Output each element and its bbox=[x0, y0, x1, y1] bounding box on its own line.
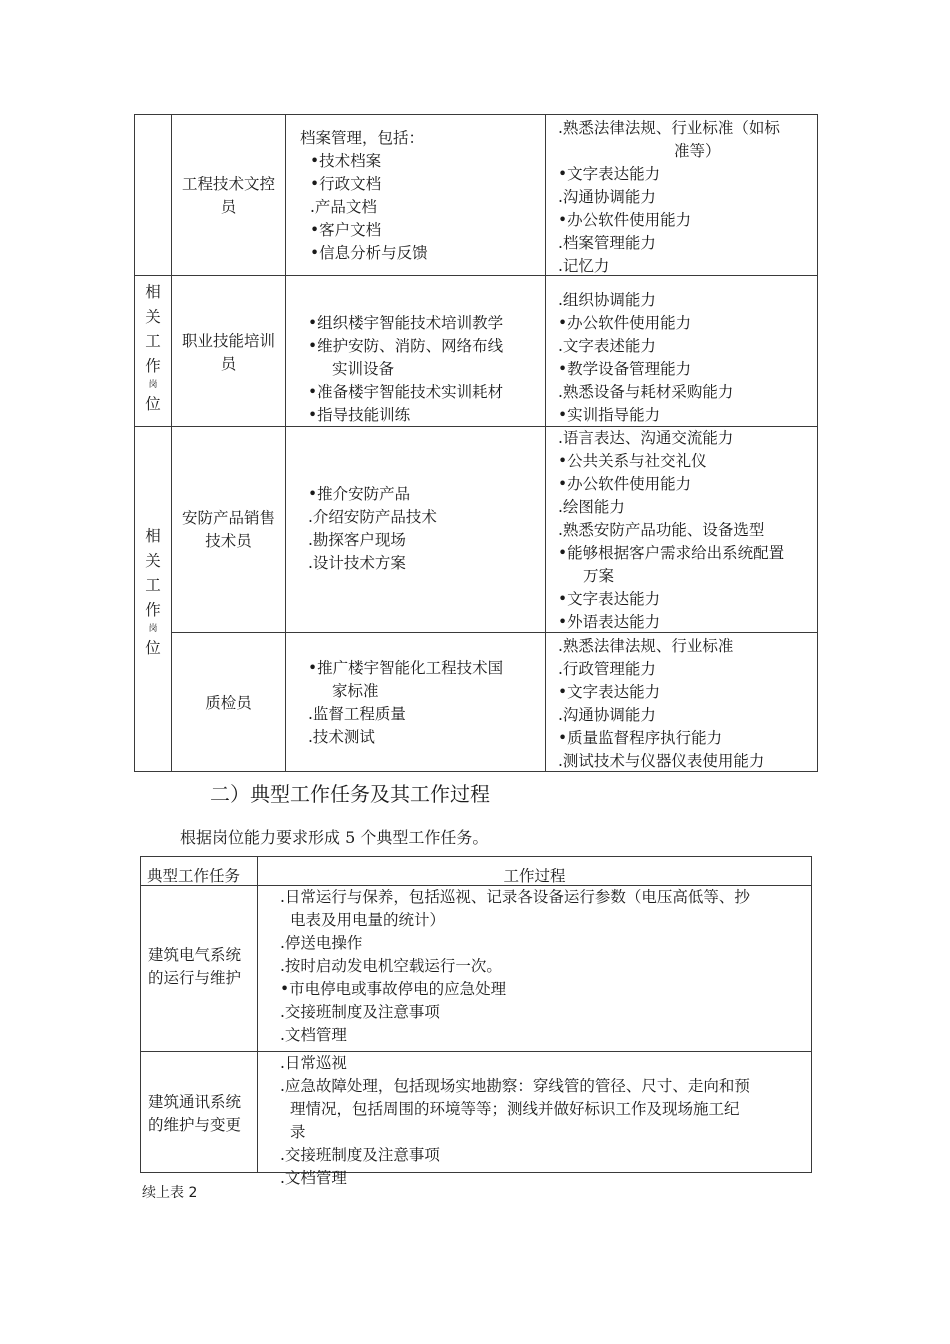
list-item: .技术测试 bbox=[308, 728, 375, 746]
list-item: .介绍安防产品技术 bbox=[308, 508, 437, 526]
list-item: •准备楼宇智能技术实训耗材 bbox=[308, 383, 504, 401]
section-heading: 二）典型工作任务及其工作过程 bbox=[210, 782, 490, 806]
category-char: 作 bbox=[145, 356, 161, 375]
category-char: 关 bbox=[145, 551, 161, 570]
ability-list bbox=[558, 289, 733, 427]
ability-list bbox=[558, 427, 784, 634]
position-line: 工程技术文控 bbox=[181, 175, 275, 193]
intro-paragraph: 根据岗位能力要求形成 5 个典型工作任务。 bbox=[180, 828, 489, 847]
position-line: 技术员 bbox=[205, 532, 252, 550]
list-item: •实训指导能力 bbox=[558, 406, 661, 424]
table-border bbox=[140, 856, 141, 1173]
list-item: •行政文档 bbox=[310, 175, 382, 193]
category-cell bbox=[135, 276, 171, 426]
list-item: •外语表达能力 bbox=[558, 613, 661, 631]
list-item: •质量监督程序执行能力 bbox=[558, 729, 723, 747]
ability-list bbox=[558, 117, 780, 278]
list-item: •组织楼宇智能技术培训教学 bbox=[308, 314, 504, 332]
list-item: .应急故障处理，包括现场实地勘察：穿线管的管径、尺寸、走向和预 bbox=[280, 1077, 750, 1095]
list-item: •办公软件使用能力 bbox=[558, 475, 692, 493]
ability-cell bbox=[546, 276, 817, 426]
list-item: 实训设备 bbox=[332, 360, 395, 378]
list-item: .绘图能力 bbox=[558, 498, 625, 516]
category-char: 关 bbox=[145, 307, 161, 326]
task-line: 建筑通讯系统 bbox=[148, 1093, 242, 1111]
list-item: .熟悉安防产品功能、设备选型 bbox=[558, 521, 765, 539]
position-line: 安防产品销售 bbox=[181, 509, 275, 527]
header-process-cell bbox=[258, 857, 811, 885]
list-item: •文字表达能力 bbox=[558, 165, 661, 183]
list-item: 万案 bbox=[583, 567, 615, 585]
list-item: .熟悉法律法规、行业标准 bbox=[558, 637, 734, 655]
position-name bbox=[172, 692, 285, 715]
list-item: •公共关系与社交礼仪 bbox=[558, 452, 707, 470]
list-item: •维护安防、消防、网络布线 bbox=[308, 337, 504, 355]
list-item: .交接班制度及注意事项 bbox=[280, 1146, 440, 1164]
position-line: 质检员 bbox=[205, 694, 252, 712]
list-item: 理情况，包括周围的环境等等；测线并做好标识工作及现场施工纪 bbox=[290, 1100, 740, 1118]
task-name bbox=[148, 944, 241, 990]
list-item: •文字表达能力 bbox=[558, 590, 661, 608]
list-item: 电表及用电量的统计） bbox=[290, 911, 446, 929]
category-char: 位 bbox=[145, 395, 161, 413]
list-item: 档案管理，包括： bbox=[300, 129, 425, 147]
list-item: .组织协调能力 bbox=[558, 291, 656, 309]
list-item: .沟通协调能力 bbox=[558, 706, 656, 724]
list-item: .勘探客户现场 bbox=[308, 531, 406, 549]
category-char: 作 bbox=[145, 600, 161, 619]
list-item: •办公软件使用能力 bbox=[558, 314, 692, 332]
table-border bbox=[817, 114, 818, 772]
list-item: .熟悉设备与耗材采购能力 bbox=[558, 383, 734, 401]
ability-cell bbox=[546, 427, 817, 632]
category-char: 工 bbox=[145, 332, 161, 350]
list-item: •教学设备管理能力 bbox=[558, 360, 692, 378]
list-item: •办公软件使用能力 bbox=[558, 211, 692, 229]
list-item: .停送电操作 bbox=[280, 934, 363, 952]
task-line: 建筑电气系统 bbox=[148, 946, 242, 964]
header-task: 典型工作任务 bbox=[147, 867, 241, 885]
ability-list bbox=[558, 635, 764, 773]
position-name bbox=[172, 173, 285, 219]
list-item: •推介安防产品 bbox=[308, 485, 411, 503]
list-item: .文字表述能力 bbox=[558, 337, 656, 355]
list-item: .日常巡视 bbox=[280, 1054, 347, 1072]
header-process: 工作过程 bbox=[503, 867, 566, 885]
category-char: 工 bbox=[145, 576, 161, 594]
list-item: .行政管理能力 bbox=[558, 660, 656, 678]
ability-cell bbox=[546, 633, 817, 771]
process-list bbox=[280, 1052, 750, 1190]
list-item: .测试技术与仪器仪表使用能力 bbox=[558, 752, 765, 770]
list-item: •能够根据客户需求给出系统配置 bbox=[558, 544, 785, 562]
list-item: .日常运行与保养，包括巡视、记录各设备运行参数（电压高低等、抄 bbox=[280, 888, 750, 906]
ability-cell bbox=[546, 115, 817, 275]
task-name bbox=[148, 1091, 241, 1137]
category-cell bbox=[135, 520, 171, 680]
list-item: .文档管理 bbox=[280, 1169, 347, 1187]
task-list bbox=[308, 312, 503, 427]
category-char: 岗 bbox=[148, 624, 158, 634]
list-item: .按时启动发电机空载运行一次。 bbox=[280, 957, 502, 975]
list-item: •指导技能训练 bbox=[308, 406, 411, 424]
task-line: 的维护与变更 bbox=[148, 1116, 242, 1134]
position-name bbox=[172, 330, 285, 376]
category-char: 岗 bbox=[148, 380, 158, 390]
category-char: 相 bbox=[145, 283, 161, 301]
list-item: .监督工程质量 bbox=[308, 705, 406, 723]
task-list bbox=[300, 127, 428, 265]
list-item: 准等） bbox=[674, 142, 721, 160]
table-border bbox=[285, 114, 286, 772]
list-item: .记忆力 bbox=[558, 257, 610, 275]
list-item: .档案管理能力 bbox=[558, 234, 656, 252]
list-item: •市电停电或事故停电的应急处理 bbox=[280, 980, 507, 998]
position-line: 员 bbox=[220, 198, 237, 216]
task-list bbox=[308, 483, 437, 575]
position-line: 员 bbox=[220, 355, 237, 373]
process-cell bbox=[258, 1052, 811, 1187]
process-list bbox=[280, 886, 750, 1047]
list-item: •推广楼宇智能化工程技术国 bbox=[308, 659, 504, 677]
list-item: .语言表达、沟通交流能力 bbox=[558, 429, 734, 447]
position-line: 职业技能培训 bbox=[181, 332, 275, 350]
list-item: 录 bbox=[290, 1123, 306, 1141]
list-item: •技术档案 bbox=[310, 152, 382, 170]
list-item: •文字表达能力 bbox=[558, 683, 661, 701]
list-item: 家标准 bbox=[332, 682, 379, 700]
list-item: .熟悉法律法规、行业标准（如标 bbox=[558, 119, 780, 137]
list-item: •信息分析与反馈 bbox=[310, 244, 428, 262]
table-border bbox=[811, 856, 812, 1173]
category-char: 位 bbox=[145, 639, 161, 657]
task-list bbox=[308, 657, 503, 749]
list-item: .交接班制度及注意事项 bbox=[280, 1003, 440, 1021]
continued-table-note: 续上表 2 bbox=[142, 1185, 198, 1201]
list-item: .设计技术方案 bbox=[308, 554, 406, 572]
list-item: .文档管理 bbox=[280, 1026, 347, 1044]
list-item: .沟通协调能力 bbox=[558, 188, 656, 206]
category-char: 相 bbox=[145, 527, 161, 545]
position-name bbox=[172, 507, 285, 553]
list-item: .产品文档 bbox=[310, 198, 377, 216]
list-item: •客户文档 bbox=[310, 221, 382, 239]
task-line: 的运行与维护 bbox=[148, 969, 242, 987]
